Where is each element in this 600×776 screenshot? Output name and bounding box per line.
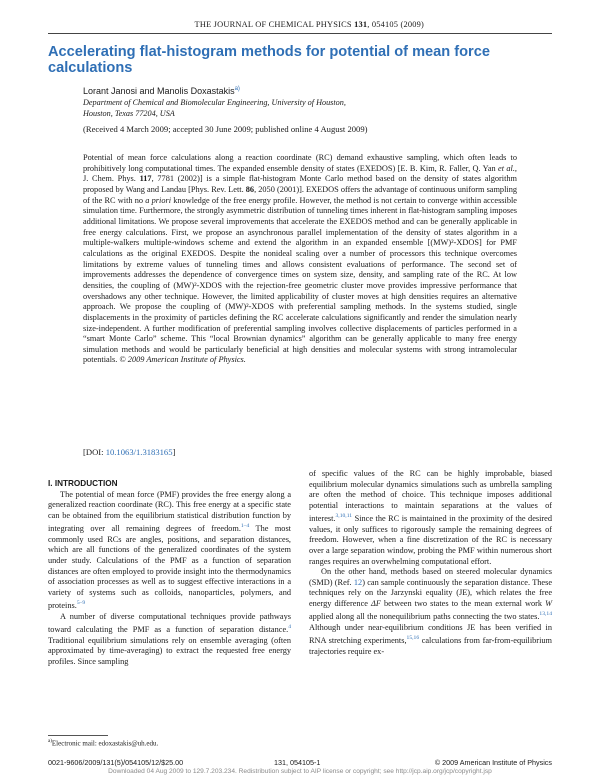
header-rule: [48, 33, 552, 34]
footer-copyright: © 2009 American Institute of Physics: [434, 758, 552, 767]
intro-text-1: The potential of mean force (PMF) provides the free energy along a generalized reaction coordinate (RC). This free energy at a specific state can be obtained from the equilibrium statistical distribution function by integrating over all remaining degrees of freedom.: [48, 489, 291, 534]
right-column: [309, 469, 552, 657]
reference-link[interactable]: 15,16: [406, 635, 420, 642]
intro-text-7: On the other hand, methods based on steered molecular dynamics (SMD) (Ref.: [309, 567, 552, 587]
author-names: Lorant Janosi and Manolis Doxastakis: [83, 86, 235, 96]
reference-link[interactable]: 13,14: [539, 611, 552, 618]
intro-text-3: A number of diverse computational techniques provide pathways toward calculating the PMF as a function of separation distance.: [48, 611, 291, 635]
footnote-mark: a): [48, 739, 52, 744]
intro-text-10: applied along all the nonequilibrium paths connecting the two states.: [309, 612, 540, 622]
intro-text-2: The most commonly used RCs are angles, positions, and separation distances, which are all functions of the generalized coordinates of the system under study. Calculations of the PMF as a function of separation distances are often employed to provide insight into the thermodynamics of association processes as well as to suggest effective interactions in a variety of systems such as colloids, nanoparticles, polymers, and proteins.: [48, 524, 291, 611]
section-heading: I. INTRODUCTION: [48, 479, 118, 488]
journal-header: THE JOURNAL OF CHEMICAL PHYSICS 131, 054105 (2009): [194, 20, 424, 29]
reference-link[interactable]: 3,10,11: [335, 513, 353, 520]
left-column: [48, 479, 291, 667]
abstract-text-1: Potential of mean force calculations along a reaction coordinate (RC) demand exhaustive sampling, which often leads to prohibitively long computational times. The expanded ensemble density of states (EXEDOS) [E. B. Kim, R. Faller, Q. Yan: [83, 153, 517, 173]
footer-code: 0021-9606/2009/131(5)/054105/12/$25.00: [48, 758, 184, 767]
intro-paragraph-3: [309, 469, 552, 567]
reference-link[interactable]: 4: [288, 624, 291, 631]
intro-text-4: Traditional equilibrium simulations rely on ensemble averaging (often approximated by time-averaging) to extract the requested free energy profiles. Since sampling: [48, 635, 291, 666]
intro-text-12: calculations from far-from-equilibrium trajectories require ex-: [309, 636, 552, 656]
abstract-et-al: et al.: [498, 163, 515, 173]
doi-line: [83, 447, 175, 457]
footnote-rule: [48, 735, 108, 736]
reference-link[interactable]: 5–9: [76, 600, 86, 607]
received-dates: (Received 4 March 2009; accepted 30 June 2009; published online 4 August 2009): [83, 124, 368, 134]
intro-text-9: between two states to the mean external work: [380, 598, 546, 608]
abstract: [83, 153, 517, 366]
footnote: [48, 739, 158, 747]
download-notice: Downloaded 04 Aug 2009 to 129.7.203.234. Redistribution subject to AIP license or copyright; see http://jcp.aip.org/jcp/copyright.jsp: [108, 768, 492, 775]
abstract-copyright: © 2009 American Institute of Physics.: [119, 355, 246, 365]
footer-page: 131, 054105-1: [274, 758, 321, 767]
intro-text-11: Although under near-equilibrium conditions JE has been verified in RNA stretching experiments,: [309, 622, 552, 646]
intro-text-5: of specific values of the RC can be highly improbable, biased equilibrium molecular dynamics simulations such as umbrella sampling are often the method of choice. This technique imposes additional potential interactions to maintain separations at the values of interest.: [309, 469, 552, 524]
delta-f-symbol: ΔF: [370, 598, 381, 608]
abstract-volume-1: 117: [139, 174, 152, 184]
journal-name: THE JOURNAL OF CHEMICAL PHYSICS: [194, 20, 352, 29]
intro-text-8: ) can sample continuously the separation distance. These techniques rely on the Jarzynski equality (JE), which relates the free energy difference: [309, 577, 552, 608]
author-list: [83, 86, 240, 96]
doi-close: ]: [172, 447, 176, 457]
intro-text-6: Since the RC is maintained in the proximity of the desired values, it only suffices to rigorously sample the remaining degrees of freedom. However, when a fine discretization of the RC is necessary over a large separation window, probing the PMF within numerous short ranges requires an overwhelming computational effort.: [309, 514, 552, 566]
affiliation-line-2: Houston, Texas 77204, USA: [83, 108, 175, 118]
affiliation: [83, 98, 346, 120]
abstract-text-5: knowledge of the free energy profile. However, the method is not certain to converge within accessible simulation time. Furthermore, the strongly asymmetric distribution of tunneling times inherent in flat-histogram sampling imposes additional limitations. We propose several improvements that accelerate the EXEDOS method and can be generally applicable in free energy calculations. First, we propose an asynchronous parallel implementation of the density of states algorithm in a multiple-walkers multiple-windows scheme and extend the algorithm in an expanded ensemble [(MW)²-XDOS] for PMF calculations as the original EXEDOS. Despite the nonideal scaling over a number of processors this technique overcomes limitations by extreme values of tunneling times and allows consistent evaluations of performance. The second set of improvements addresses the dependence of convergence times on system size, density, and sampling rate of the RC. At low densities, the coupling of (MW)²-XDOS with the rejection-free geometric cluster move provides impressive performance that overshadows any other technique. However, the limited applicability of cluster moves at high densities requires an alternative approach. We propose the coupling of (MW)²-XDOS with preferential sampling methods. In the systems studied, single displacements in the proximity of particles defining the RC accelerate calculations significantly and render the simulation nearly size-independent. A further modification of preferential sampling involves collective displacements of particles performed in a “smart Monte Carlo” scheme. This “local Brownian dynamics” algorithm can be generally applicable to many free energy simulation methods and would be particularly beneficial at high densities and molecular systems with strong intramolecular potentials.: [83, 195, 517, 365]
abstract-text-2: , J. Chem. Phys.: [83, 163, 517, 184]
abstract-text-3: , 7781 (2002)] is a simple flat-histogram Monte Carlo method based on the density of states algorithm proposed by Wang and Landau [Phys. Rev. Lett.: [83, 174, 517, 194]
journal-article: 054105 (2009): [371, 20, 424, 29]
affiliation-line-1: Department of Chemical and Biomolecular Engineering, University of Houston,: [83, 98, 346, 107]
reference-link[interactable]: 12: [353, 577, 363, 587]
abstract-volume-2: 86: [245, 184, 255, 194]
footnote-text: Electronic mail: edoxastakis@uh.edu.: [51, 739, 159, 748]
abstract-a-priori: a priori: [145, 195, 172, 205]
doi-label: [DOI:: [83, 447, 106, 457]
intro-paragraph-4: [309, 567, 552, 657]
work-symbol: W: [545, 598, 552, 608]
abstract-text-4: , 2050 (2001)]. EXEDOS offers the advantage of continuous uniform sampling of the RC with no: [83, 184, 517, 205]
author-footnote-mark[interactable]: a): [234, 86, 240, 92]
intro-paragraph-2: [48, 612, 291, 668]
reference-link[interactable]: 1–4: [240, 523, 250, 530]
doi-link[interactable]: 10.1063/1.3183165: [105, 447, 173, 457]
paper-title: Accelerating flat-histogram methods for potential of mean force calculations: [48, 44, 490, 76]
intro-paragraph-1: [48, 490, 291, 612]
journal-volume: 131: [354, 20, 368, 29]
